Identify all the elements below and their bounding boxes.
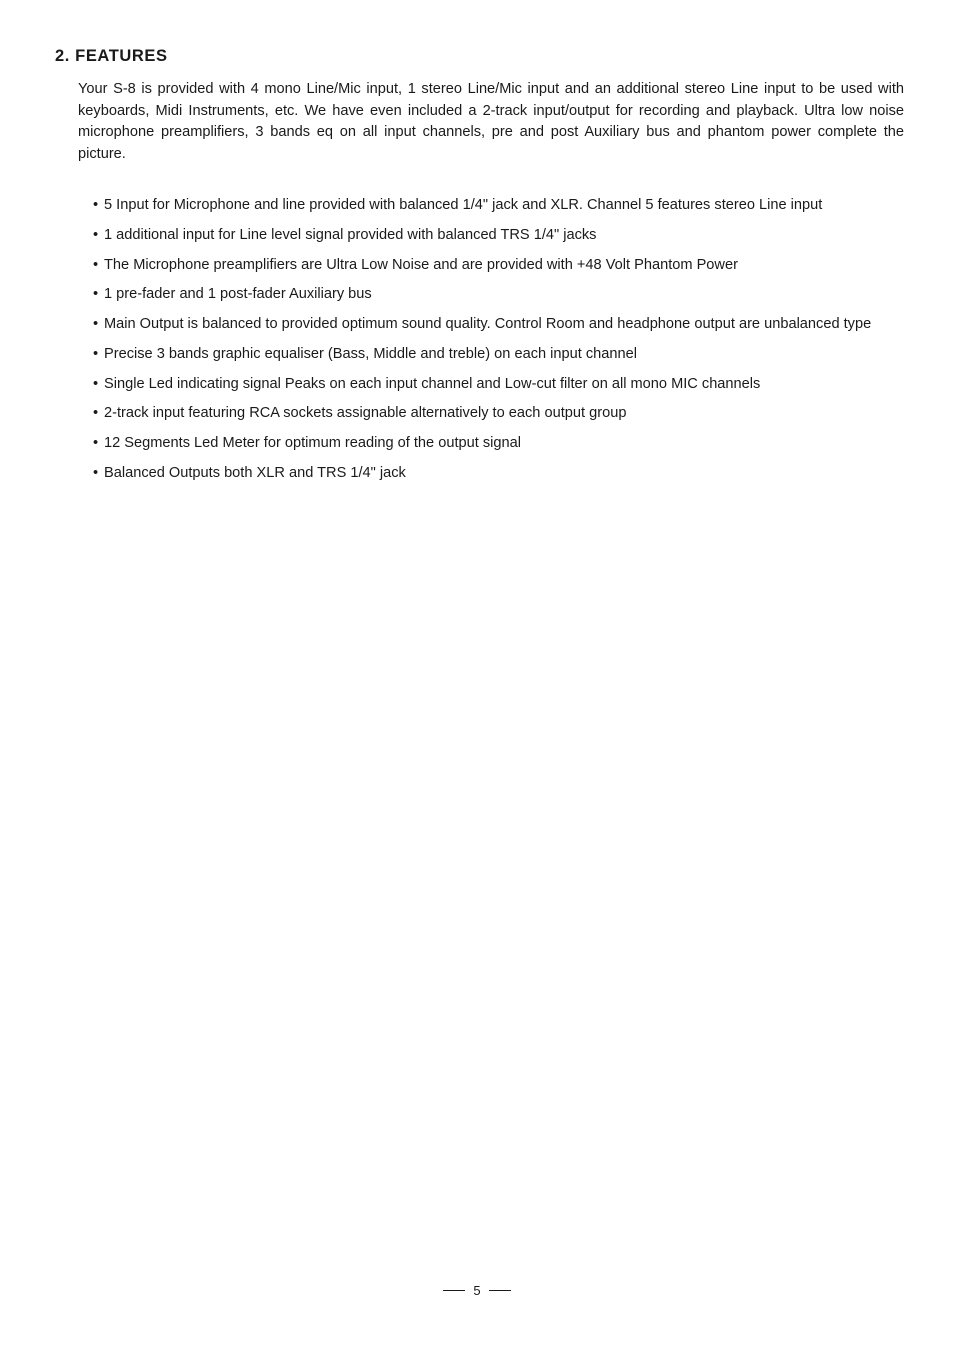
bullet-icon: •: [93, 226, 99, 243]
page-footer: [0, 1283, 954, 1298]
intro-paragraph: Your S-8 is provided with 4 mono Line/Mic input, 1 stereo Line/Mic input and an additional stereo Line input to be used with keyboards, Midi Instruments, etc. We have even included a 2-track input/output for recording and playback. Ultra low noise microphone preamplifiers, 3 bands eq on all input channels, pre and post Auxiliary bus and phantom power complete the picture.: [78, 81, 904, 162]
feature-text: 5 Input for Microphone and line provided with balanced 1/4" jack and XLR. Channel 5 features stereo Line input: [104, 197, 823, 213]
features-list: [91, 195, 906, 493]
feature-text: 1 pre-fader and 1 post-fader Auxiliary bus: [104, 286, 372, 303]
bullet-icon: •: [93, 345, 99, 362]
bullet-icon: •: [93, 375, 99, 392]
list-item: [91, 314, 906, 336]
page-number: 5: [473, 1283, 481, 1298]
footer-rule-right: [489, 1290, 511, 1291]
feature-text: Balanced Outputs both XLR and TRS 1/4" jack: [104, 465, 406, 482]
list-item: [91, 344, 906, 366]
bullet-icon: •: [93, 316, 99, 333]
feature-text: 12 Segments Led Meter for optimum reading of the output signal: [104, 435, 521, 452]
list-item: [91, 463, 906, 485]
feature-text: Precise 3 bands graphic equaliser (Bass, Middle and treble) on each input channel: [104, 345, 637, 362]
footer-rule-left: [443, 1290, 465, 1291]
bullet-icon: •: [93, 197, 99, 213]
list-item: [91, 433, 906, 455]
bullet-icon: •: [93, 435, 99, 452]
bullet-icon: •: [93, 286, 99, 303]
list-item: [91, 374, 906, 396]
list-item: [91, 195, 906, 217]
feature-text: Main Output is balanced to provided optimum sound quality. Control Room and headphone output are unbalanced type: [104, 316, 872, 333]
list-item: [91, 284, 906, 306]
list-item: [91, 403, 906, 425]
list-item: [91, 225, 906, 247]
section-heading: 2. FEATURES: [55, 47, 168, 65]
feature-text: 2-track input featuring RCA sockets assignable alternatively to each output group: [104, 405, 627, 422]
list-item: [91, 255, 906, 277]
feature-text: Single Led indicating signal Peaks on each input channel and Low-cut filter on all mono MIC channels: [104, 375, 761, 392]
feature-text: The Microphone preamplifiers are Ultra Low Noise and are provided with +48 Volt Phantom Power: [104, 256, 738, 273]
bullet-icon: •: [93, 256, 99, 273]
bullet-icon: •: [93, 405, 99, 422]
feature-text: 1 additional input for Line level signal provided with balanced TRS 1/4" jacks: [104, 226, 597, 243]
bullet-icon: •: [93, 465, 99, 482]
